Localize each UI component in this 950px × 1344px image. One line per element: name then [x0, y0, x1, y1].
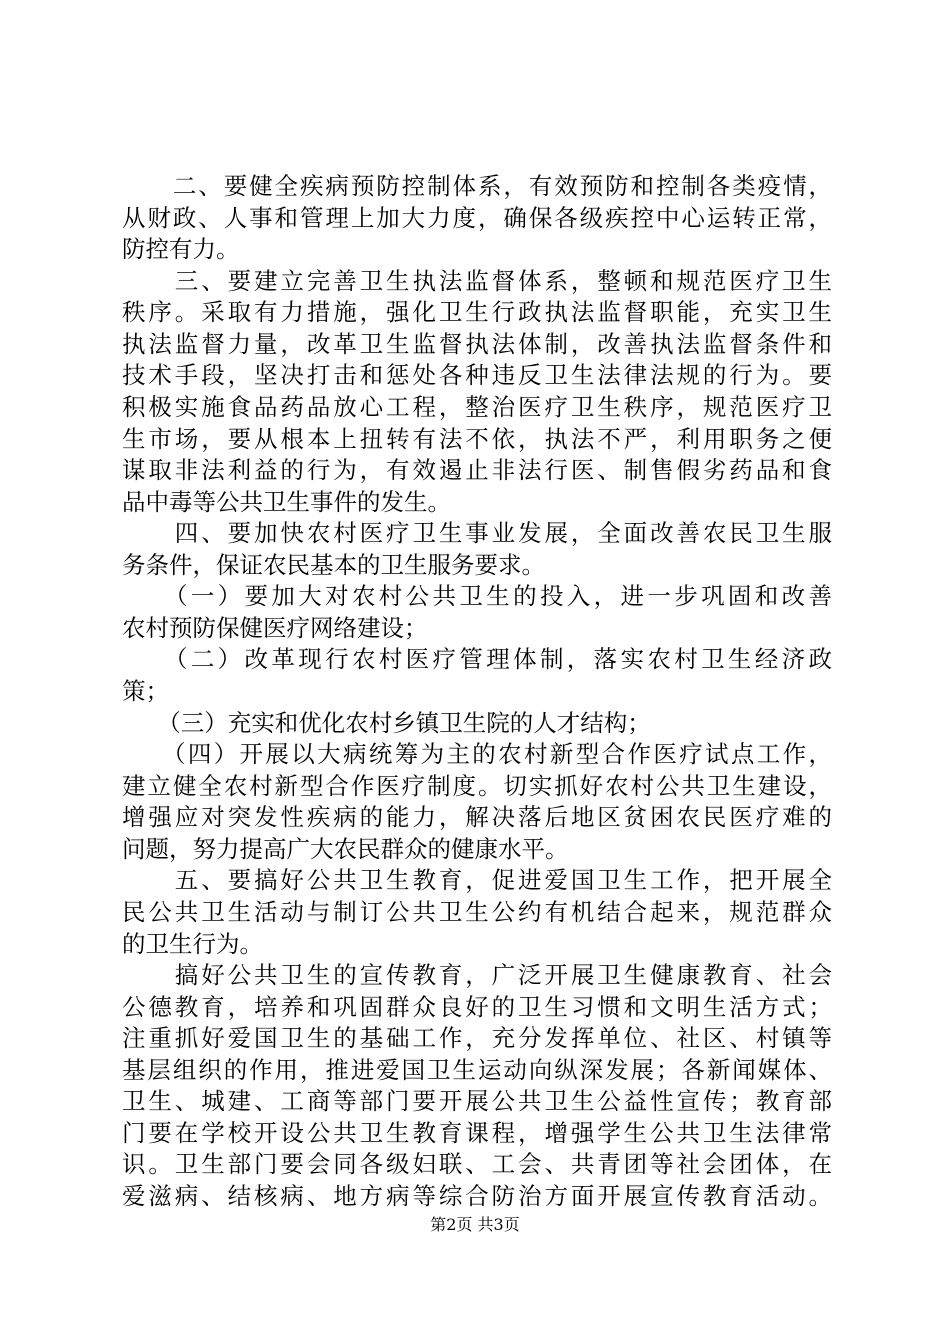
- text-line: （四）开展以大病统筹为主的农村新型合作医疗试点工作，: [122, 740, 832, 768]
- text-line: 问题，努力提高广大农民群众的健康水平。: [122, 835, 569, 863]
- text-line: 爱滋病、结核病、地方病等综合防治方面开展宣传教育活动。: [122, 1182, 832, 1210]
- text-line: 农村预防保健医疗网络建设；: [122, 614, 428, 642]
- text-line: 策；: [122, 677, 169, 705]
- text-line: 注重抓好爱国卫生的基础工作，充分发挥单位、社区、村镇等: [122, 1024, 832, 1052]
- page-footer: 第2页 共3页: [430, 1215, 520, 1234]
- text-line: 搞好公共卫生的宣传教育，广泛开展卫生健康教育、社会: [122, 961, 832, 989]
- text-line: 二、要健全疾病预防控制体系，有效预防和控制各类疫情，: [122, 172, 832, 200]
- text-line: 务条件，保证农民基本的卫生服务要求。: [122, 551, 545, 579]
- text-line: 防控有力。: [122, 235, 240, 263]
- text-line: 谋取非法利益的行为，有效遏止非法行医、制售假劣药品和食: [122, 456, 832, 484]
- text-line: 生市场，要从根本上扭转有法不依，执法不严，利用职务之便: [122, 425, 832, 453]
- text-line: 增强应对突发性疾病的能力，解决落后地区贫困农民医疗难的: [122, 803, 832, 831]
- text-line: 卫生、城建、工商等部门要开展公共卫生公益性宣传；教育部: [122, 1087, 832, 1115]
- text-line: 积极实施食品药品放心工程，整治医疗卫生秩序，规范医疗卫: [122, 393, 832, 421]
- text-line: 从财政、人事和管理上加大力度，确保各级疾控中心运转正常，: [122, 204, 832, 232]
- text-line: 的卫生行为。: [122, 930, 263, 958]
- text-line: （一）要加大对农村公共卫生的投入，进一步巩固和改善: [122, 582, 832, 610]
- text-line: （三）充实和优化农村乡镇卫生院的人才结构；: [122, 709, 651, 737]
- text-line: 五、要搞好公共卫生教育，促进爱国卫生工作，把开展全: [122, 866, 832, 894]
- text-line: 执法监督力量，改革卫生监督执法体制，改善执法监督条件和: [122, 330, 832, 358]
- text-line: 技术手段，坚决打击和惩处各种违反卫生法律法规的行为。要: [122, 361, 832, 389]
- text-line: 基层组织的作用，推进爱国卫生运动向纵深发展；各新闻媒体、: [122, 1056, 832, 1084]
- text-line: 三、要建立完善卫生执法监督体系，整顿和规范医疗卫生: [122, 267, 832, 295]
- text-line: 识。卫生部门要会同各级妇联、工会、共青团等社会团体，在: [122, 1150, 832, 1178]
- text-line: 民公共卫生活动与制订公共卫生公约有机结合起来，规范群众: [122, 898, 832, 926]
- text-line: 公德教育，培养和巩固群众良好的卫生习惯和文明生活方式；: [122, 993, 832, 1021]
- text-line: 建立健全农村新型合作医疗制度。切实抓好农村公共卫生建设，: [122, 772, 832, 800]
- text-line: 品中毒等公共卫生事件的发生。: [122, 488, 451, 516]
- text-line: 门要在学校开设公共卫生教育课程，增强学生公共卫生法律常: [122, 1119, 832, 1147]
- text-line: 四、要加快农村医疗卫生事业发展，全面改善农民卫生服: [122, 519, 832, 547]
- text-line: 秩序。采取有力措施，强化卫生行政执法监督职能，充实卫生: [122, 298, 832, 326]
- text-line: （二）改革现行农村医疗管理体制，落实农村卫生经济政: [122, 645, 832, 673]
